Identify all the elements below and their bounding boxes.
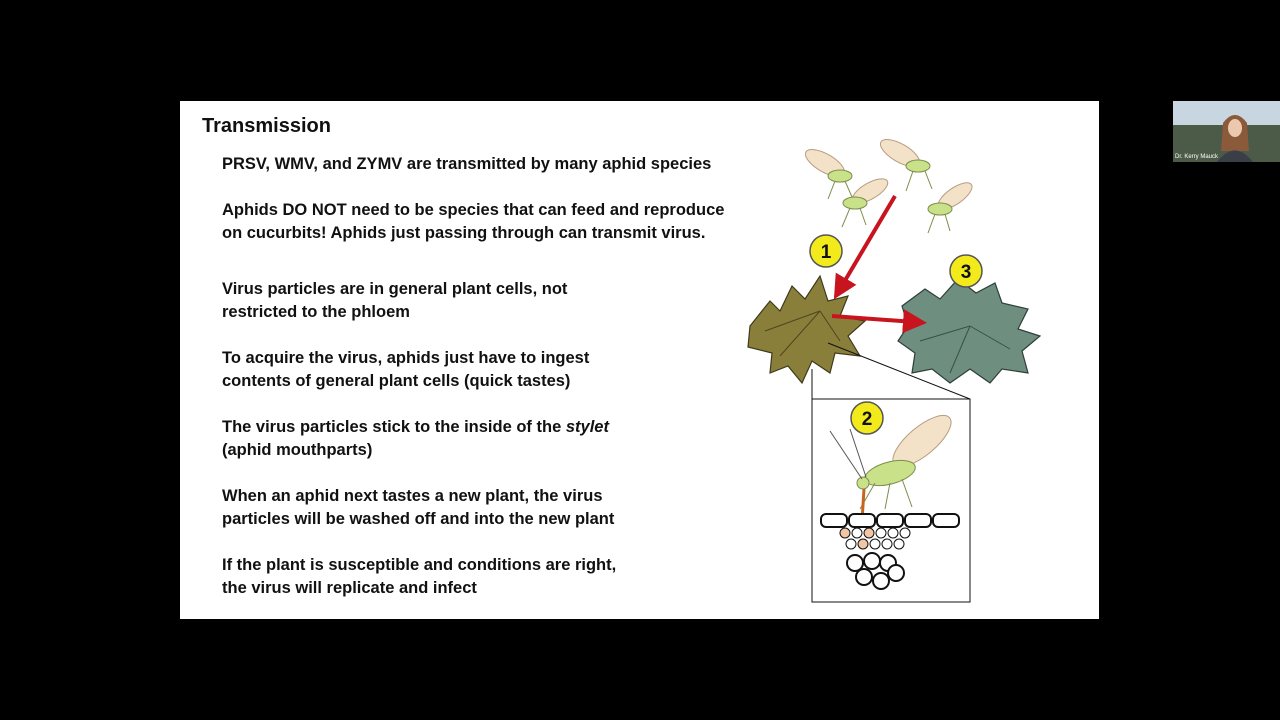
participant-video-icon [1173, 101, 1280, 162]
transmission-illustration [740, 121, 1100, 621]
text-line: Aphids DO NOT need to be species that can feed and reproduce [222, 201, 725, 219]
healthy-plant-icon [898, 279, 1040, 383]
bullet-transmission-species [222, 153, 711, 176]
text-line: the virus will replicate and infect [222, 579, 477, 597]
step-2-badge [851, 402, 883, 434]
step-label: 3 [960, 262, 972, 283]
aphid-icon [928, 178, 976, 233]
step-3-badge [950, 255, 982, 287]
text-line: contents of general plant cells (quick tastes) [222, 372, 571, 390]
step-1-badge [810, 235, 842, 267]
step-label: 2 [861, 409, 873, 430]
presentation-slide [180, 101, 1099, 619]
text-line: PRSV, WMV, and ZYMV are transmitted by many aphid species [222, 155, 712, 173]
text-line: (aphid mouthparts) [222, 441, 373, 459]
stylet-term: stylet [565, 418, 609, 436]
text-line: Virus particles are in general plant cells, not [222, 280, 568, 298]
bullet-infection [222, 554, 616, 600]
text-line: particles will be washed off and into the new plant [222, 510, 615, 528]
bullet-acquire-virus [222, 347, 589, 393]
text-line: restricted to the phloem [222, 303, 410, 321]
arrow-to-infected-plant [840, 196, 895, 289]
bullet-new-plant [222, 485, 614, 531]
text-line: If the plant is susceptible and conditions are right, [222, 556, 617, 574]
text-line: When an aphid next tastes a new plant, the virus [222, 487, 603, 505]
participant-video-tile[interactable] [1173, 101, 1280, 162]
slide-title: Transmission [202, 115, 331, 137]
bullet-virus-location [222, 278, 567, 324]
bullet-stylet [222, 416, 609, 462]
text-line: To acquire the virus, aphids just have to ingest [222, 349, 590, 367]
infected-plant-icon [748, 276, 865, 383]
bullet-aphid-species [222, 199, 724, 245]
aphid-icon [842, 174, 891, 227]
aphid-icon [801, 144, 852, 199]
text-span: The virus particles stick to the inside of the [222, 418, 566, 436]
text-line: on cucurbits! Aphids just passing through can transmit virus. [222, 224, 706, 242]
participant-name: Dr. Kerry Mauck [1175, 154, 1219, 160]
step-label: 1 [820, 242, 832, 263]
text-line [222, 416, 609, 439]
